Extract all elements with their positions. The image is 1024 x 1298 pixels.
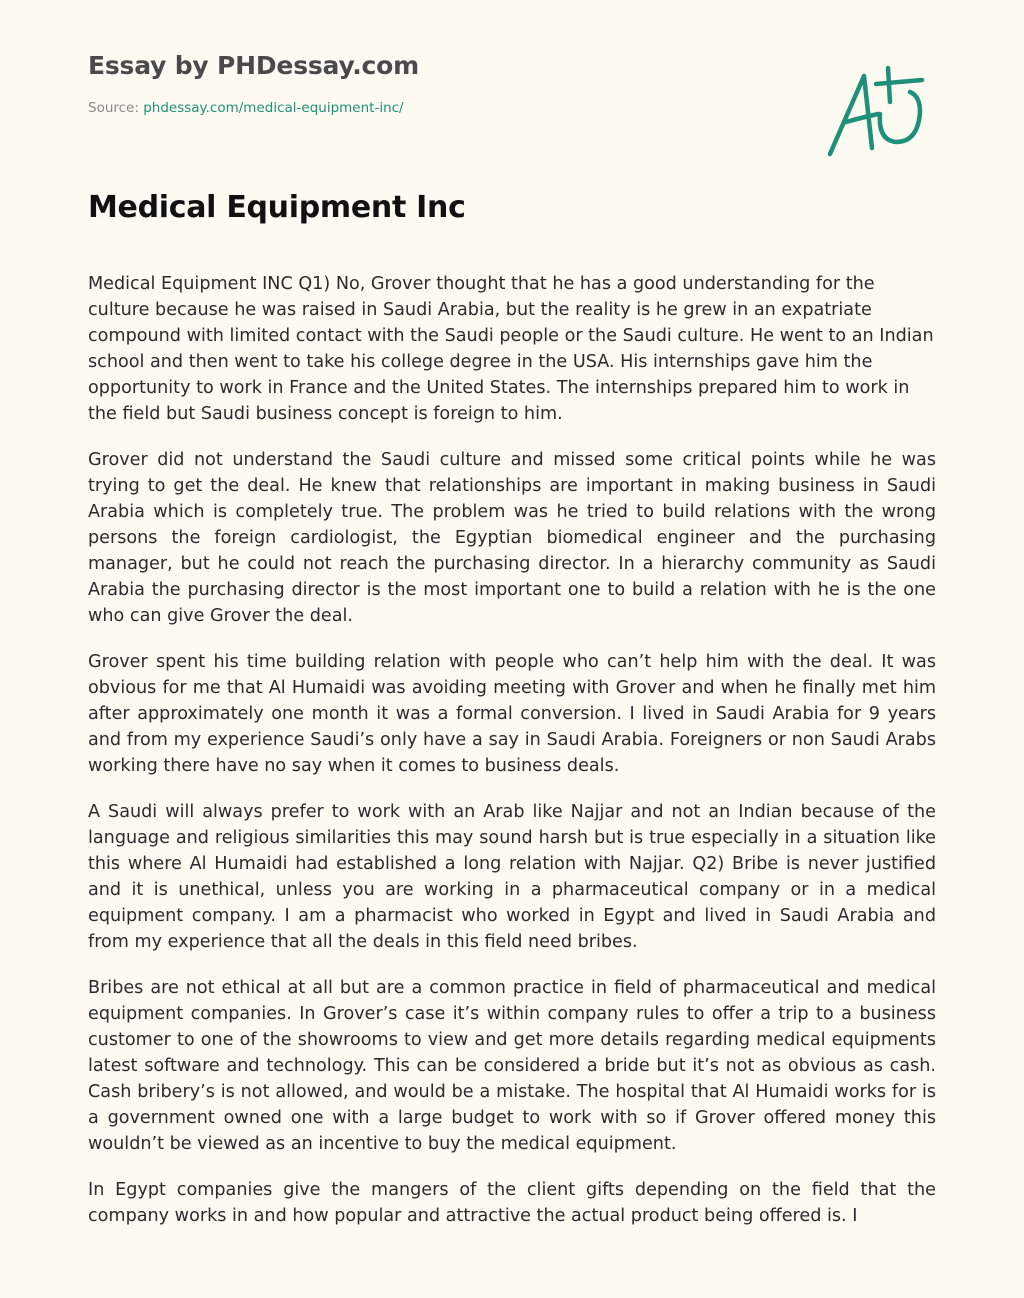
site-header <box>88 50 419 116</box>
essay-paragraph: In Egypt companies give the mangers of the client gifts depending on the field that the company works in and how popular and attractive the actual product being offered is. I <box>88 1180 936 1226</box>
site-brand: Essay by PHDessay.com <box>88 51 419 80</box>
essay-paragraph: Medical Equipment INC Q1) No, Grover thought that he has a good understanding for the culture because he was raised in Saudi Arabia, but the reality is he grew in an expatriate compound with limited contact with the Saudi people or the Saudi culture. He went to an Indian school and then went to take his college degree in the USA. His internships gave him the opportunity to work in France and the United States. The internships prepared him to work in the field but Saudi business concept is foreign to him. <box>88 274 934 424</box>
essay-paragraph: A Saudi will always prefer to work with an Arab like Najjar and not an Indian because of the language and religious similarities this may sound harsh but is true especially in a situation like this where Al Humaidi had established a long relation with Najjar. Q2) Bribe is never justified and it is unethical, unless you are working in a pharmaceutical company or in a medical equipment company. I am a pharmacist who worked in Egypt and lived in Saudi Arabia and from my experience that all the deals in this field need bribes. <box>88 802 936 952</box>
source-label: Source: <box>88 100 144 116</box>
essay-body <box>88 271 936 1249</box>
essay-title: Medical Equipment Inc <box>88 190 466 225</box>
a-plus-grade-icon <box>820 62 930 162</box>
source-link[interactable]: phdessay.com/medical-equipment-inc/ <box>143 100 404 116</box>
essay-paragraph: Grover spent his time building relation with people who can’t help him with the deal. It was obvious for me that Al Humaidi was avoiding meeting with Grover and when he finally met him after approximately one month it was a formal conversion. I lived in Saudi Arabia for 9 years and from my experience Saudi’s only have a say in Saudi Arabia. Foreigners or non Saudi Arabs working there have no say when it comes to business deals. <box>88 652 936 776</box>
source-line <box>88 100 419 116</box>
essay-paragraph: Bribes are not ethical at all but are a common practice in field of pharmaceutical and medical equipment companies. In Grover’s case it’s within company rules to offer a trip to a business customer to one of the showrooms to view and get more details regarding medical equipments latest software and technology. This can be considered a bride but it’s not as obvious as cash. Cash bribery’s is not allowed, and would be a mistake. The hospital that Al Humaidi works for is a government owned one with a large budget to work with so if Grover offered money this wouldn’t be viewed as an incentive to buy the medical equipment. <box>88 978 936 1154</box>
essay-paragraph: Grover did not understand the Saudi culture and missed some critical points while he was trying to get the deal. He knew that relationships are important in making business in Saudi Arabia which is completely true. The problem was he tried to build relations with the wrong persons the foreign cardiologist, the Egyptian biomedical engineer and the purchasing manager, but he could not reach the purchasing director. In a hierarchy community as Saudi Arabia the purchasing director is the most important one to build a relation with he is the one who can give Grover the deal. <box>88 450 936 626</box>
